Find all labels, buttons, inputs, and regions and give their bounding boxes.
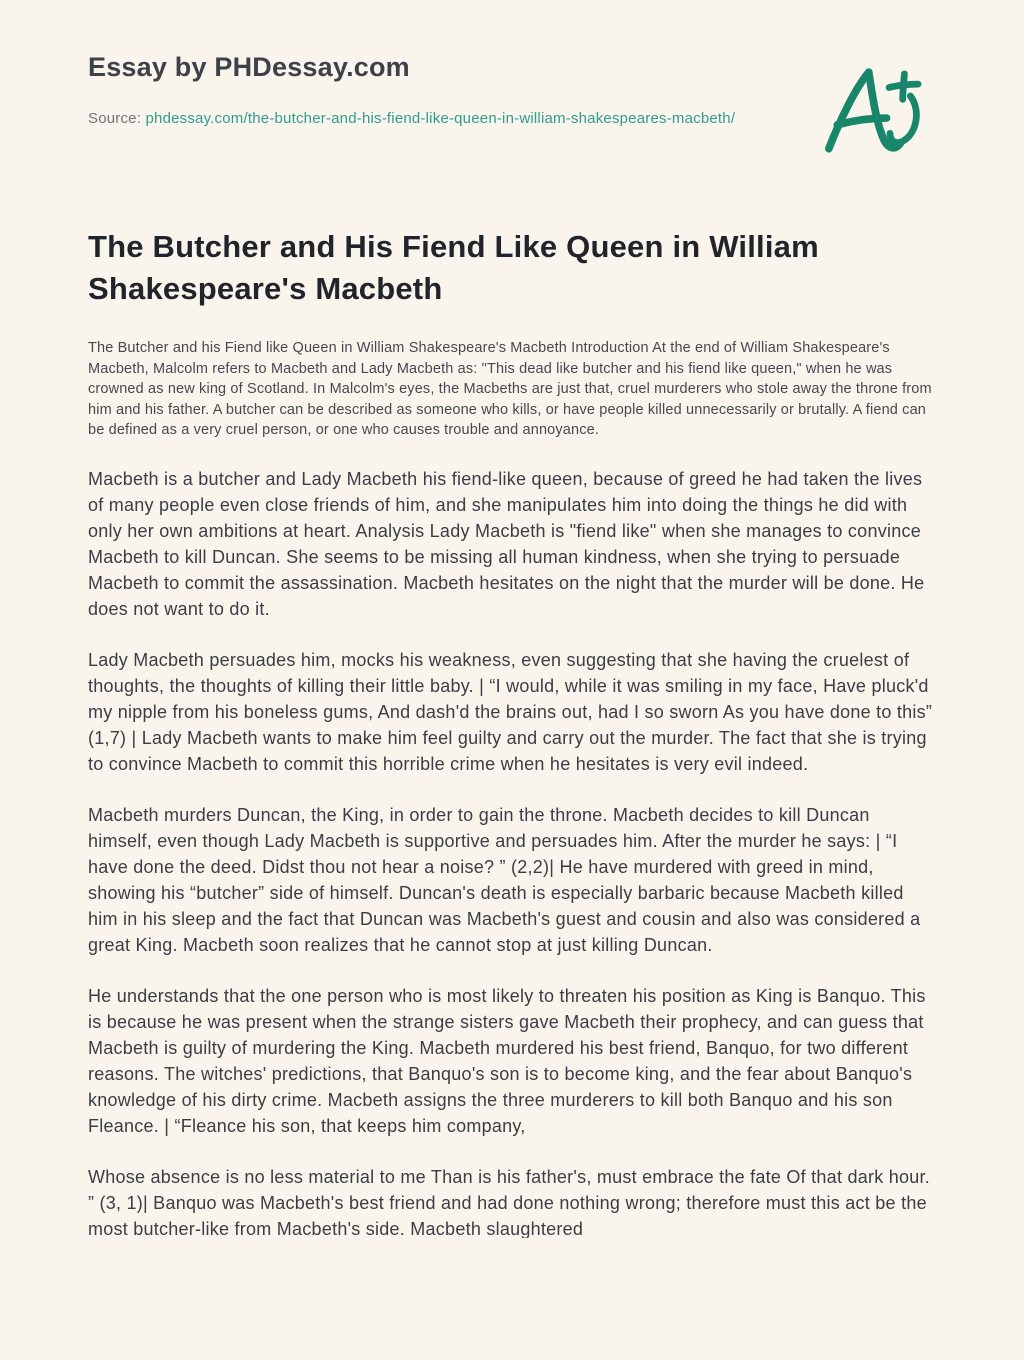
source-link[interactable]: [145, 110, 735, 127]
essay-paragraph: Macbeth murders Duncan, the King, in order to gain the throne. Macbeth decides to kill Duncan himself, even though Lady Macbeth is supportive and persuades him. After the murder he says: | “I have done the deed. Didst thou not hear a noise? ” (2,2)| He have murdered with greed in mind, showing his “butcher” side of himself. Duncan's death is especially barbaric because Macbeth killed him in his sleep and the fact that Duncan was Macbeth's guest and cousin and also was considered a great King. Macbeth soon realizes that he cannot stop at just killing Duncan.: [88, 804, 921, 955]
essay-paragraph-clipped: Whose absence is no less material to me Than is his father's, must embrace the fate Of that dark hour. ” (3, 1)| Banquo was Macbeth's best friend and had done nothing wrong; therefore must this act be the most butcher-like from Macbeth's side. Macbeth slaughtered: [88, 1166, 930, 1238]
source-url-text: phdessay.com/the-butcher-and-his-fiend-like-queen-in-william-shakespeares-macbeth/: [145, 110, 736, 127]
clipped-paragraph-container: [88, 1164, 938, 1238]
essay-paragraph: Macbeth is a butcher and Lady Macbeth his fiend-like queen, because of greed he had taken the lives of many people even close friends of him, and she manipulates him into doing the things he did with only her own ambitions at heart. Analysis Lady Macbeth is "fiend like" when she manages to convince Macbeth to kill Duncan. She seems to be missing all human kindness, when she trying to persuade Macbeth to commit the assassination. Macbeth hesitates on the night that the murder will be done. He does not want to do it.: [88, 468, 925, 619]
phdessay-a-plus-logo-icon: [822, 64, 924, 162]
essay-paragraph: He understands that the one person who is most likely to threaten his position as King is Banquo. This is because he was present when the strange sisters gave Macbeth their prophecy, and can guess that Macbeth is guilty of murdering the King. Macbeth murdered his best friend, Banquo, for two different reasons. The witches' predictions, that Banquo's son is to become king, and the fear about Banquo's knowledge of his dirty crime. Macbeth assigns the three murderers to kill both Banquo and his son Fleance. | “Fleance his son, that keeps him company,: [88, 985, 926, 1136]
site-header-title: Essay by PHDessay.com: [88, 52, 410, 82]
source-label: Source:: [88, 110, 142, 127]
essay-title: The Butcher and His Fiend Like Queen in William Shakespeare's Macbeth: [88, 229, 819, 306]
header-left: [88, 52, 735, 130]
essay-paragraph: Lady Macbeth persuades him, mocks his weakness, even suggesting that she having the cruelest of thoughts, the thoughts of killing their little baby. | “I would, while it was smiling in my face, Have pluck'd my nipple from his boneless gums, And dash'd the brains out, had I so sworn As you have done to this” (1,7) | Lady Macbeth wants to make him feel guilty and carry out the murder. The fact that she is trying to convince Macbeth to commit this horrible crime when he hesitates is very evil indeed.: [88, 649, 933, 774]
essay-paragraph-intro: The Butcher and his Fiend like Queen in William Shakespeare's Macbeth Introduction At the end of William Shakespeare's Macbeth, Malcolm refers to Macbeth and Lady Macbeth as: "This dead like butcher and his fiend like queen," when he was crowned as new king of Scotland. In Malcolm's eyes, the Macbeths are just that, cruel murderers who stole away the throne from him and his father. A butcher can be described as someone who kills, or have people killed unnecessarily or brutally. A fiend can be defined as a very cruel person, or one who causes trouble and annoyance.: [88, 340, 932, 438]
page-header: [88, 52, 938, 162]
source-line: [88, 107, 735, 130]
